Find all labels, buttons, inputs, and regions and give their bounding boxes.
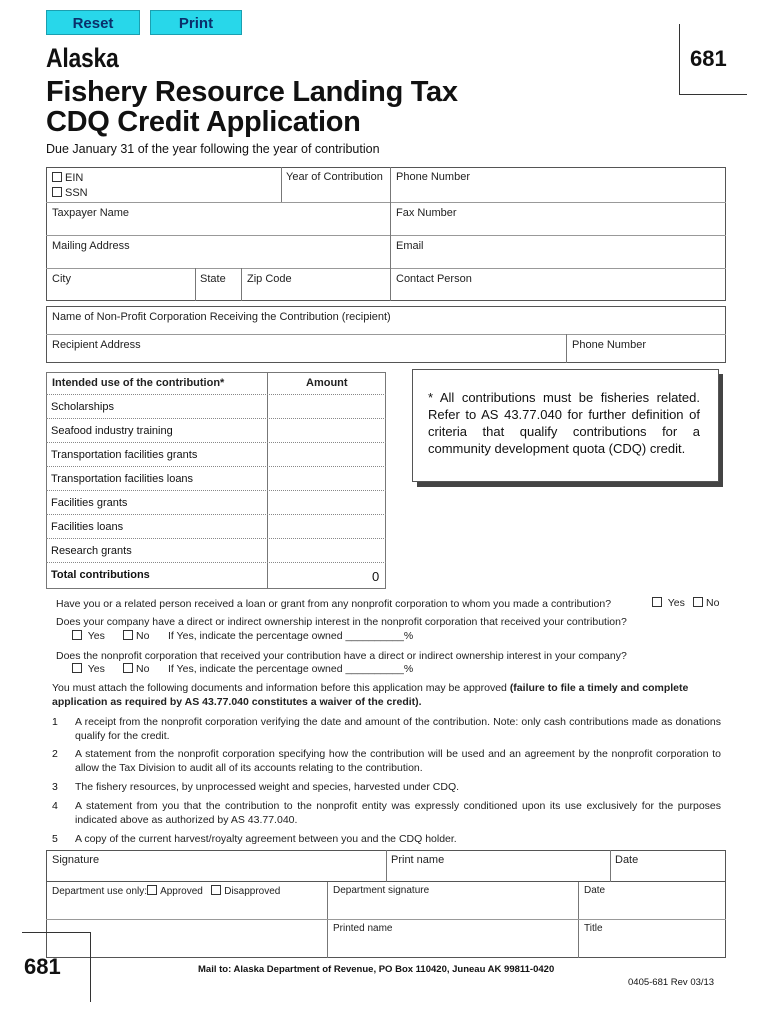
state-title: Alaska [46, 43, 119, 73]
contribution-row[interactable] [46, 515, 386, 539]
signature-field[interactable]: Signature [52, 854, 100, 866]
divider [566, 334, 567, 363]
intro-bold-text: (failure to file a timely and complete application as required by AS 43.77.040 constitutes a waiver of the credit). [52, 682, 689, 708]
title-line-1: Fishery Resource Landing Tax [46, 76, 458, 108]
phone-number-field[interactable]: Phone Number [396, 171, 470, 183]
zip-code-field[interactable]: Zip Code [247, 273, 292, 285]
item-number: 4 [52, 800, 58, 812]
divider [46, 268, 726, 269]
q1-yes-checkbox[interactable] [652, 597, 662, 607]
divider [281, 167, 282, 202]
row-label: Transportation facilities grants [51, 449, 198, 461]
form-number-divider [679, 24, 680, 94]
total-value: 0 [372, 569, 380, 584]
no-label: No [706, 597, 720, 609]
attachments-intro [52, 681, 726, 709]
divider [610, 850, 611, 882]
taxpayer-name-field[interactable]: Taxpayer Name [52, 207, 130, 219]
recipient-address-field[interactable]: Recipient Address [52, 339, 141, 351]
footer-number-rule [22, 932, 90, 933]
q2-yes-checkbox[interactable] [72, 630, 82, 640]
approved-label: Approved [160, 886, 203, 897]
question-nonprofit-ownership: Does the nonprofit corporation that received your contribution have a direct or indirect ownership interest in your company? [56, 650, 627, 662]
q1-no-option[interactable] [693, 597, 719, 609]
yes-label: Yes [667, 597, 685, 609]
ssn-label: SSN [65, 187, 88, 199]
q2-no-option[interactable] [123, 630, 149, 642]
recipient-phone-field[interactable]: Phone Number [572, 339, 646, 351]
item-number: 2 [52, 748, 58, 760]
contact-person-field[interactable]: Contact Person [396, 273, 472, 285]
attachment-item: A statement from the nonprofit corporation specifying how the contribution will be used and an agreement by the nonprofit corporation to allow the Tax Division to audit all of its accounts relating to the contribution. [75, 748, 721, 774]
intended-use-header: Intended use of the contribution* [52, 377, 225, 389]
note-text: * All contributions must be fisheries related. Refer to AS 43.77.040 for further definition of criteria that qualify contributions for a community development quota (CDQ) credit. [428, 390, 700, 456]
ein-checkbox[interactable] [52, 172, 83, 184]
row-label: Facilities grants [51, 497, 128, 509]
department-use-label [52, 885, 280, 897]
amount-header: Amount [306, 377, 348, 389]
year-of-contribution-field[interactable]: Year of Contribution [286, 171, 383, 183]
fax-number-field[interactable]: Fax Number [396, 207, 457, 219]
contribution-row[interactable] [46, 443, 386, 467]
department-date-field[interactable]: Date [584, 885, 606, 896]
divider [46, 919, 726, 920]
item-number: 1 [52, 716, 58, 728]
recipient-name-field[interactable]: Name of Non-Profit Corporation Receiving the Contribution (recipient) [52, 311, 391, 323]
no-label: No [136, 663, 150, 675]
attachment-item: A copy of the current harvest/royalty agreement between you and the CDQ holder. [75, 833, 457, 845]
contribution-row[interactable] [46, 395, 386, 419]
revision-label: 0405-681 Rev 03/13 [628, 977, 715, 988]
due-date-subtitle: Due January 31 of the year following the year of contribution [46, 142, 380, 156]
ssn-check-icon[interactable] [52, 187, 62, 197]
disapproved-label: Disapproved [224, 886, 281, 897]
item-number: 5 [52, 833, 58, 845]
divider [46, 334, 726, 335]
attachment-item: A statement from you that the contribution to the nonprofit entity was expressly conditioned upon its use exclusively for the purposes indicated above as authorized by AS 43.77.040. [75, 800, 721, 826]
q3-yes-checkbox[interactable] [72, 663, 82, 673]
q2-no-checkbox[interactable] [123, 630, 133, 640]
q3-percentage-field[interactable]: If Yes, indicate the percentage owned __________% [168, 663, 414, 675]
contribution-row[interactable] [46, 491, 386, 515]
email-field[interactable]: Email [396, 240, 424, 252]
contribution-row[interactable] [46, 419, 386, 443]
taxpayer-section [46, 167, 726, 301]
divider [386, 850, 387, 882]
contribution-row[interactable] [46, 467, 386, 491]
form-number-bottom: 681 [24, 954, 61, 979]
q3-no-option[interactable] [123, 663, 149, 675]
q1-no-checkbox[interactable] [693, 597, 703, 607]
city-field[interactable]: City [52, 273, 71, 285]
divider [578, 882, 579, 958]
q1-yes-option[interactable] [652, 597, 685, 609]
form-number-rule [679, 94, 747, 95]
mail-to-address: Mail to: Alaska Department of Revenue, PO Box 110420, Juneau AK 99811-0420 [198, 964, 555, 975]
disapproved-checkbox[interactable] [211, 885, 221, 895]
row-label: Transportation facilities loans [51, 473, 194, 485]
q3-no-checkbox[interactable] [123, 663, 133, 673]
divider [195, 268, 196, 301]
ein-check-icon[interactable] [52, 172, 62, 182]
q2-percentage-field[interactable]: If Yes, indicate the percentage owned __________% [168, 630, 414, 642]
state-field[interactable]: State [200, 273, 226, 285]
total-row [46, 563, 386, 587]
divider [46, 202, 726, 203]
question-loan-grant: Have you or a related person received a loan or grant from any nonprofit corporation to whom you made a contribution? [56, 598, 612, 610]
row-label: Facilities loans [51, 521, 124, 533]
divider [390, 167, 391, 301]
title-field[interactable]: Title [584, 923, 603, 934]
form-number-top: 681 [690, 46, 727, 71]
row-label: Seafood industry training [51, 425, 173, 437]
dept-use-text: Department use only: [52, 886, 148, 897]
ein-label: EIN [65, 172, 84, 184]
intro-text: You must attach the following documents and information before this application may be approved [52, 682, 507, 694]
contribution-row[interactable] [46, 539, 386, 563]
divider [327, 882, 328, 958]
mailing-address-field[interactable]: Mailing Address [52, 240, 130, 252]
attachment-item: The fishery resources, by unprocessed weight and species, harvested under CDQ. [75, 781, 460, 793]
print-name-field[interactable]: Print name [391, 854, 445, 866]
signature-date-field[interactable]: Date [615, 854, 639, 866]
yes-label: Yes [87, 630, 105, 642]
no-label: No [136, 630, 150, 642]
department-signature-field[interactable]: Department signature [333, 885, 430, 896]
q3-yes-option[interactable] [72, 663, 105, 675]
question-company-ownership: Does your company have a direct or indirect ownership interest in the nonprofit corporation that received your contribution? [56, 616, 627, 628]
approved-checkbox[interactable] [147, 885, 157, 895]
title-line-2: CDQ Credit Application [46, 106, 361, 138]
item-number: 3 [52, 781, 58, 793]
divider [241, 268, 242, 301]
footer-number-divider [90, 932, 91, 1002]
q2-yes-option[interactable] [72, 630, 105, 642]
printed-name-field[interactable]: Printed name [333, 923, 393, 934]
divider [46, 235, 726, 236]
row-label: Scholarships [51, 401, 114, 413]
reset-button[interactable]: Reset [46, 10, 140, 35]
row-label: Research grants [51, 545, 132, 557]
total-label: Total contributions [51, 569, 150, 581]
print-button[interactable]: Print [150, 10, 242, 35]
yes-label: Yes [87, 663, 105, 675]
attachment-item: A receipt from the nonprofit corporation verifying the date and amount of the contribution. Note: only cash contributions made as donations qualify for the credit. [75, 716, 721, 742]
ssn-checkbox[interactable] [52, 187, 88, 199]
